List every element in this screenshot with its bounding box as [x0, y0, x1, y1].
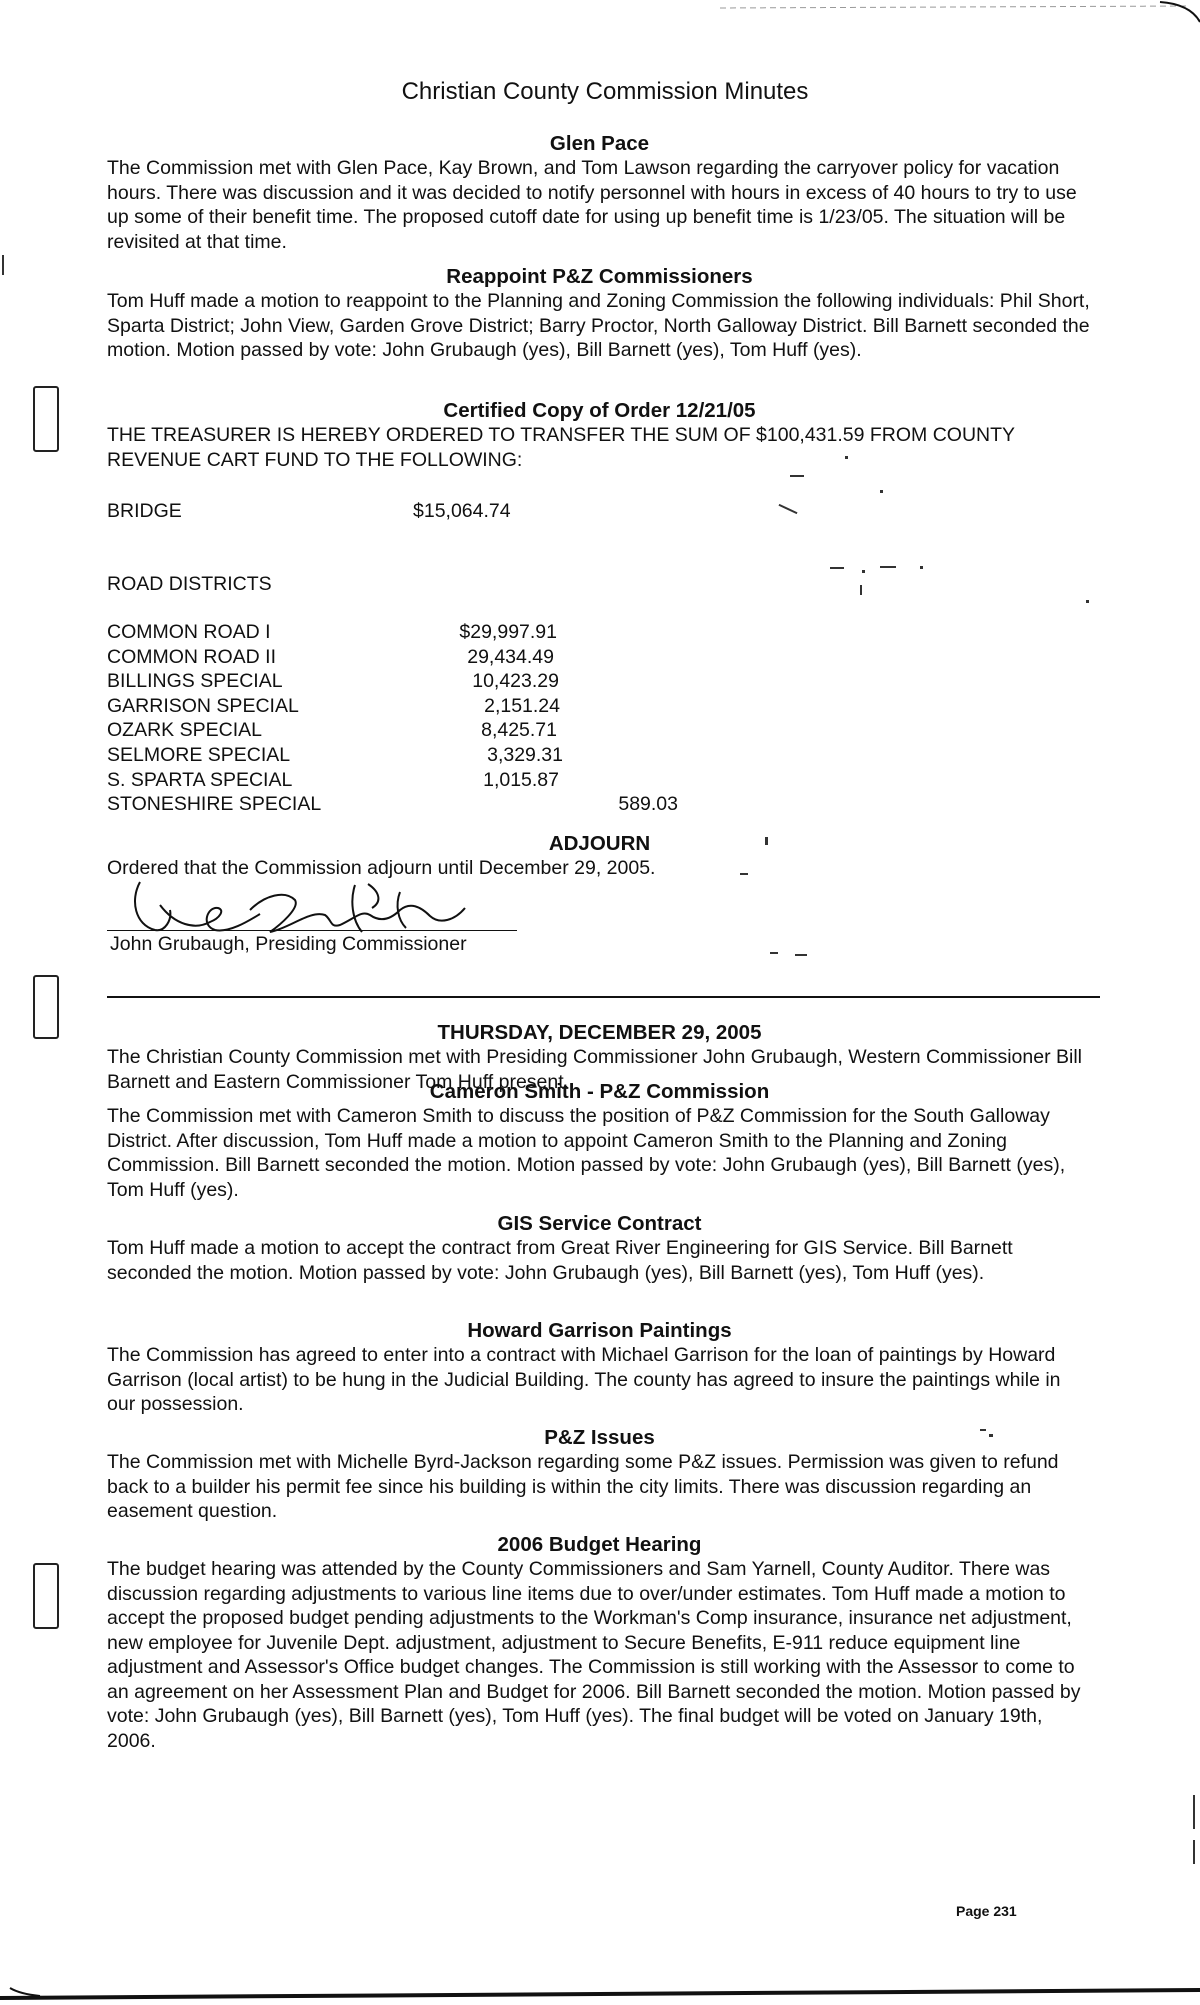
section-glen-pace [107, 131, 1092, 254]
binder-hole-mark [33, 1563, 59, 1629]
fund-amount: $29,997.91 [459, 621, 557, 643]
scan-speck [1086, 600, 1089, 603]
fund-row [107, 645, 587, 670]
fund-name: GARRISON SPECIAL [107, 694, 299, 717]
section-gis-contract [107, 1211, 1092, 1285]
scan-edge-top [720, 0, 1200, 30]
fund-amount: 29,434.49 [467, 645, 554, 668]
section-text: The Commission met with Michelle Byrd-Jackson regarding some P&Z issues. Permission was given to refund back to a builder his permit fee since his building is within the city limits. There was discussion regarding an easement question. [107, 1451, 1059, 1522]
fund-row [107, 743, 587, 768]
fund-amount: 10,423.29 [472, 670, 559, 693]
section-text: The budget hearing was attended by the County Commissioners and Sam Yarnell, County Auditor. There was discussion regarding adjustments to various line items due to over/under estimates. Tom Huff made a motion to accept the proposed budget pending adjustments to the Workman's Comp insurance, insurance net adjustment, new employee for Juvenile Dept. adjustment, adjustment to Secure Benefits, E-911 reduce equipment line adjustment and Assessor's Office budget changes. The Commission is still working with the Assessor to come to an agreement on her Assessment Plan and Budget for 2006. Bill Barnett seconded the motion. Motion passed by vote: John Grubaugh (yes), Bill Barnett (yes), Tom Huff (yes). The final budget will be voted on January 19th, 2006. [107, 1558, 1081, 1752]
fund-row [107, 620, 587, 645]
scan-speck [765, 837, 768, 845]
document-title: Christian County Commission Minutes [401, 78, 809, 105]
signature-caption: John Grubaugh, Presiding Commissioner [110, 933, 467, 955]
section-howard-garrison [107, 1318, 1092, 1417]
scan-speck [830, 567, 844, 569]
fund-amount: 3,329.31 [487, 743, 563, 766]
fund-amount: 1,015.87 [483, 768, 559, 791]
fund-row [107, 718, 587, 743]
scan-speck [860, 585, 862, 595]
section-budget-hearing [107, 1532, 1092, 1753]
scan-speck [795, 954, 807, 956]
section-heading: P&Z Issues [544, 1426, 655, 1449]
fund-amount: 589.03 [618, 793, 678, 816]
scan-speck [920, 566, 923, 569]
binder-hole-mark [33, 975, 59, 1039]
scan-speck [880, 490, 883, 493]
scan-speck [740, 873, 748, 875]
fund-name: S. SPARTA SPECIAL [107, 768, 293, 791]
section-text: Ordered that the Commission adjourn until December 29, 2005. [107, 857, 656, 879]
fund-name: COMMON ROAD II [107, 645, 276, 668]
scan-speck [770, 952, 778, 954]
fund-amount: 2,151.24 [484, 694, 560, 717]
fund-name: STONESHIRE SPECIAL [107, 793, 322, 816]
fund-name: SELMORE SPECIAL [107, 743, 291, 766]
section-cameron-smith [107, 1079, 1092, 1202]
bridge-amount: $15,064.74 [413, 500, 511, 522]
bridge-label: BRIDGE [107, 500, 182, 522]
fund-row [107, 694, 587, 719]
section-text: THE TREASURER IS HEREBY ORDERED TO TRANSFER THE SUM OF $100,431.59 FROM COUNTY REVENUE CART FUND TO THE FOLLOWING: [107, 424, 1015, 471]
scan-speck [862, 570, 865, 573]
fund-row [107, 669, 587, 694]
section-text: The Commission met with Cameron Smith to discuss the position of P&Z Commission for the South Galloway District. After discussion, Tom Huff made a motion to appoint Cameron Smith to the Planning and Zoning Commission. Bill Barnett seconded the motion. Motion passed by vote: John Grubaugh (yes), Bill Barnett (yes), Tom Huff (yes). [107, 1105, 1066, 1201]
scan-speck [779, 504, 798, 514]
fund-name: BILLINGS SPECIAL [107, 670, 283, 693]
fund-list [107, 620, 678, 817]
scan-edge-bottom [0, 1960, 1200, 2005]
scan-speck [790, 475, 804, 477]
page-number: Page 231 [956, 1903, 1017, 1919]
scan-speck [980, 1429, 986, 1431]
section-text: The Commission met with Glen Pace, Kay Brown, and Tom Lawson regarding the carryover policy for vacation hours. There was discussion and it was decided to notify personnel with hours in excess of 40 hours to try to use up some of their benefit time. The proposed cutoff date for using up benefit time is 1/23/05. The situation will be revisited at that time. [107, 157, 1077, 253]
fund-amount: 8,425.71 [481, 719, 557, 742]
scan-speck [1193, 1840, 1195, 1864]
fund-row [107, 768, 587, 793]
section-heading: 2006 Budget Hearing [497, 1533, 702, 1556]
road-districts-label: ROAD DISTRICTS [107, 573, 272, 595]
section-certified-order [107, 398, 1092, 472]
section-reappoint [107, 264, 1092, 363]
signature-line [107, 930, 517, 931]
fund-row [107, 792, 678, 817]
section-heading: THURSDAY, DECEMBER 29, 2005 [437, 1021, 762, 1044]
binder-hole-mark [33, 386, 59, 452]
scan-speck [845, 456, 848, 459]
section-heading: Cameron Smith - P&Z Commission [429, 1080, 770, 1103]
section-divider [107, 996, 1100, 998]
section-pz-issues [107, 1425, 1092, 1524]
section-text: Tom Huff made a motion to reappoint to the Planning and Zoning Commission the following individuals: Phil Short, Sparta District; John View, Garden Grove District; Barry Proctor, North Galloway District. Bill Barnett seconded the motion. Motion passed by vote: John Grubaugh (yes), Bill Barnett (yes), Tom Huff (yes). [107, 290, 1090, 361]
scan-speck [989, 1434, 993, 1437]
section-text: The Commission has agreed to enter into a contract with Michael Garrison for the loan of paintings by Howard Garrison (local artist) to be hung in the Judicial Building. The county has agreed to insure the paintings while in our possession. [107, 1344, 1061, 1415]
section-heading: Howard Garrison Paintings [467, 1319, 732, 1342]
section-text: Tom Huff made a motion to accept the contract from Great River Engineering for GIS Service. Bill Barnett seconded the motion. Motion passed by vote: John Grubaugh (yes), Bill Barnett (yes), Tom Huff (yes). [107, 1237, 1013, 1284]
scan-speck [2, 255, 4, 275]
scan-speck [880, 566, 896, 568]
section-text: The Christian County Commission met with Presiding Commissioner John Grubaugh, Western Commissioner Bill Barnett and Eastern Commissioner Tom Huff present. [107, 1046, 1082, 1093]
scan-speck [1193, 1795, 1195, 1829]
section-heading: Glen Pace [549, 132, 650, 155]
section-heading: Certified Copy of Order 12/21/05 [443, 399, 756, 422]
fund-name: COMMON ROAD I [107, 621, 271, 643]
section-heading: GIS Service Contract [497, 1212, 702, 1235]
section-heading: ADJOURN [548, 832, 651, 855]
fund-name: OZARK SPECIAL [107, 719, 262, 742]
section-heading: Reappoint P&Z Commissioners [446, 265, 753, 288]
